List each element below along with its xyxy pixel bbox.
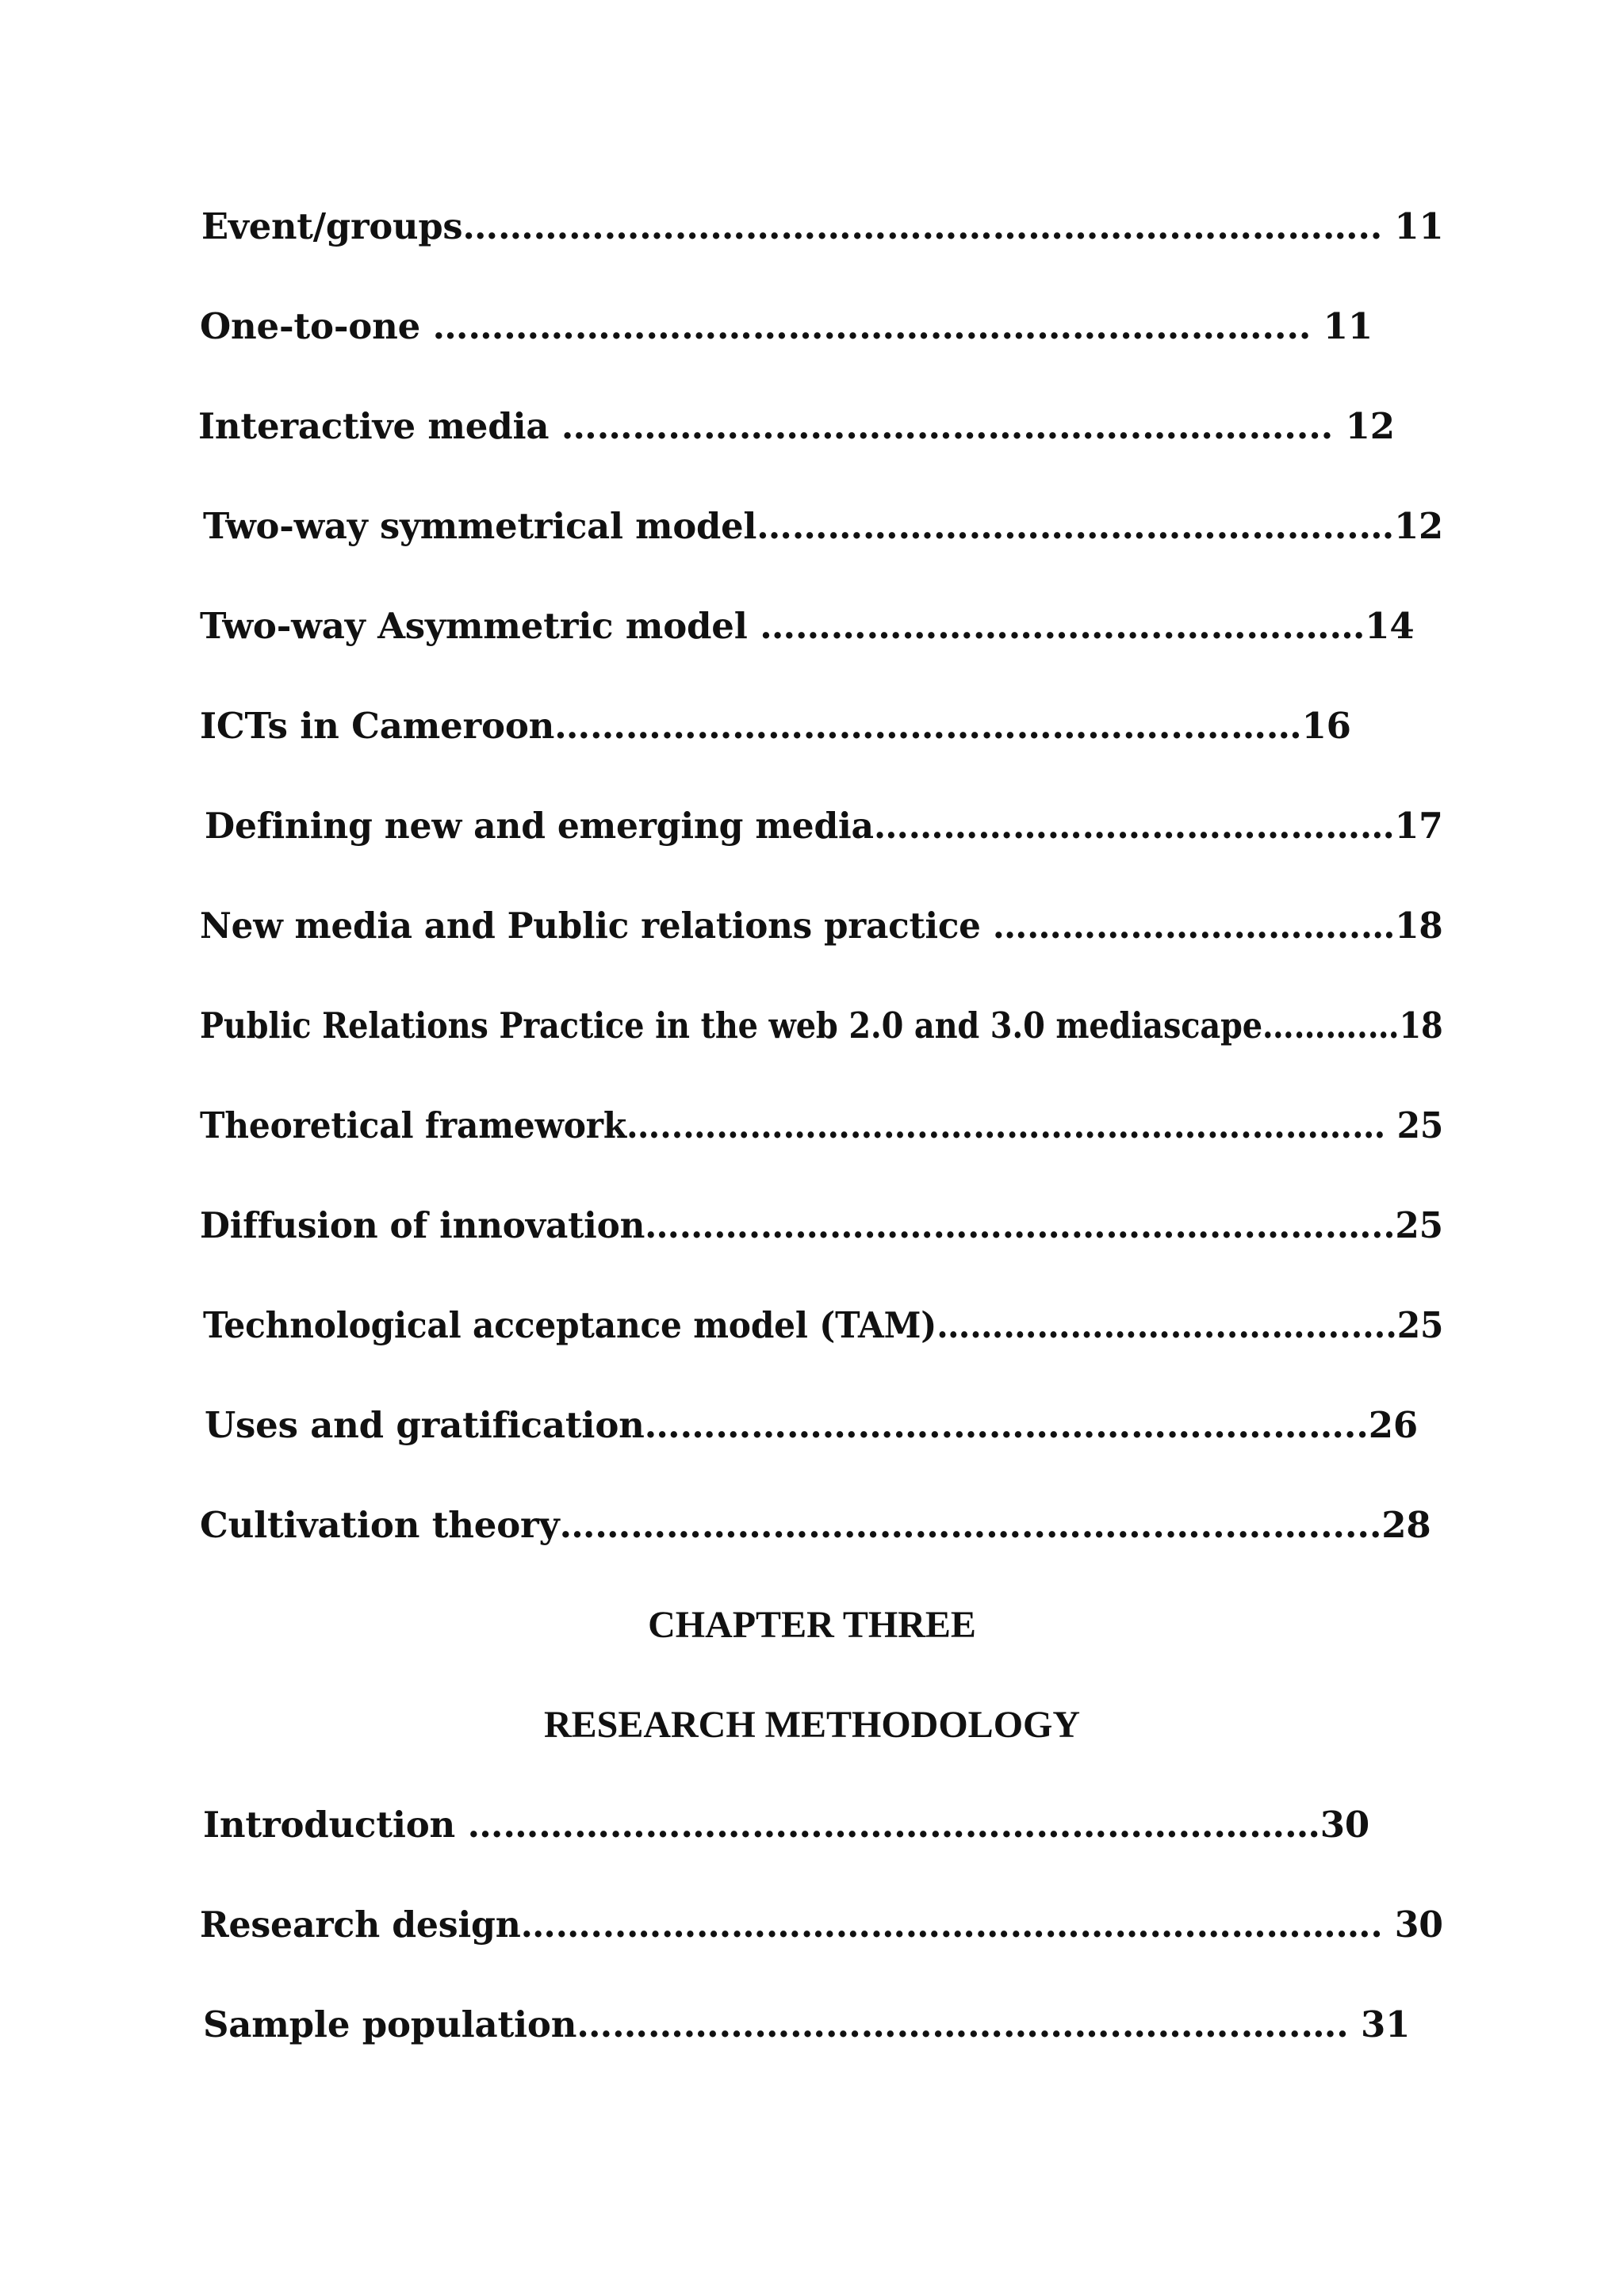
toc-entry-uses-and-gratification: Uses and gratification……………………..……………………………..26 — [205, 1404, 1418, 1446]
toc-entry-cultivation-theory: Cultivation theory…………………………………..……….…...……......28 — [200, 1504, 1431, 1546]
toc-entry-two-way-symmetrical: Two-way symmetrical model…………………………………………...…12 — [203, 505, 1443, 547]
toc-entry-tam: Technological acceptance model (TAM)……………………...……........25 — [203, 1304, 1444, 1346]
toc-entry-pr-web-mediascape: Public Relations Practice in the web 2.0 and 3.0 mediascape……….…18 — [200, 1004, 1443, 1047]
toc-entry-sample-population: Sample population……………………………………….……….…..…. 31 — [203, 2003, 1411, 2045]
toc-entry-event-groups: Event/groups…………………………………………………….…………….. 11 — [201, 205, 1444, 247]
toc-entry-two-way-asymmetric: Two-way Asymmetric model ……………………………..……….……14 — [200, 605, 1415, 647]
toc-entry-icts-cameroon: ICTs in Cameroon……………………………………………...………16 — [200, 705, 1351, 747]
chapter-heading: CHAPTER THREE — [648, 1604, 976, 1646]
toc-entry-new-media-pr: New media and Public relations practice …………………………..…18 — [200, 905, 1443, 947]
toc-entry-research-design: Research design……...………………………………………….……………. 30 — [200, 1904, 1443, 1946]
toc-entry-defining-new-media: Defining new and emerging media………………………………………17 — [205, 805, 1443, 847]
toc-entry-one-to-one: One-to-one ………………………………………………….………….... 11 — [200, 305, 1373, 347]
toc-entry-interactive-media: Interactive media ………………………………………….………….... 12 — [198, 405, 1395, 447]
toc-entry-diffusion-of-innovation: Diffusion of innovation……….…………………………………….…….…..25 — [200, 1204, 1443, 1246]
toc-entry-theoretical-framework: Theoretical framework…..…………………..……………………….………… 25 — [200, 1104, 1444, 1146]
chapter-title: RESEARCH METHODOLOGY — [543, 1704, 1081, 1746]
toc-entry-introduction: Introduction ………………………………………………………………30 — [203, 1804, 1369, 1846]
